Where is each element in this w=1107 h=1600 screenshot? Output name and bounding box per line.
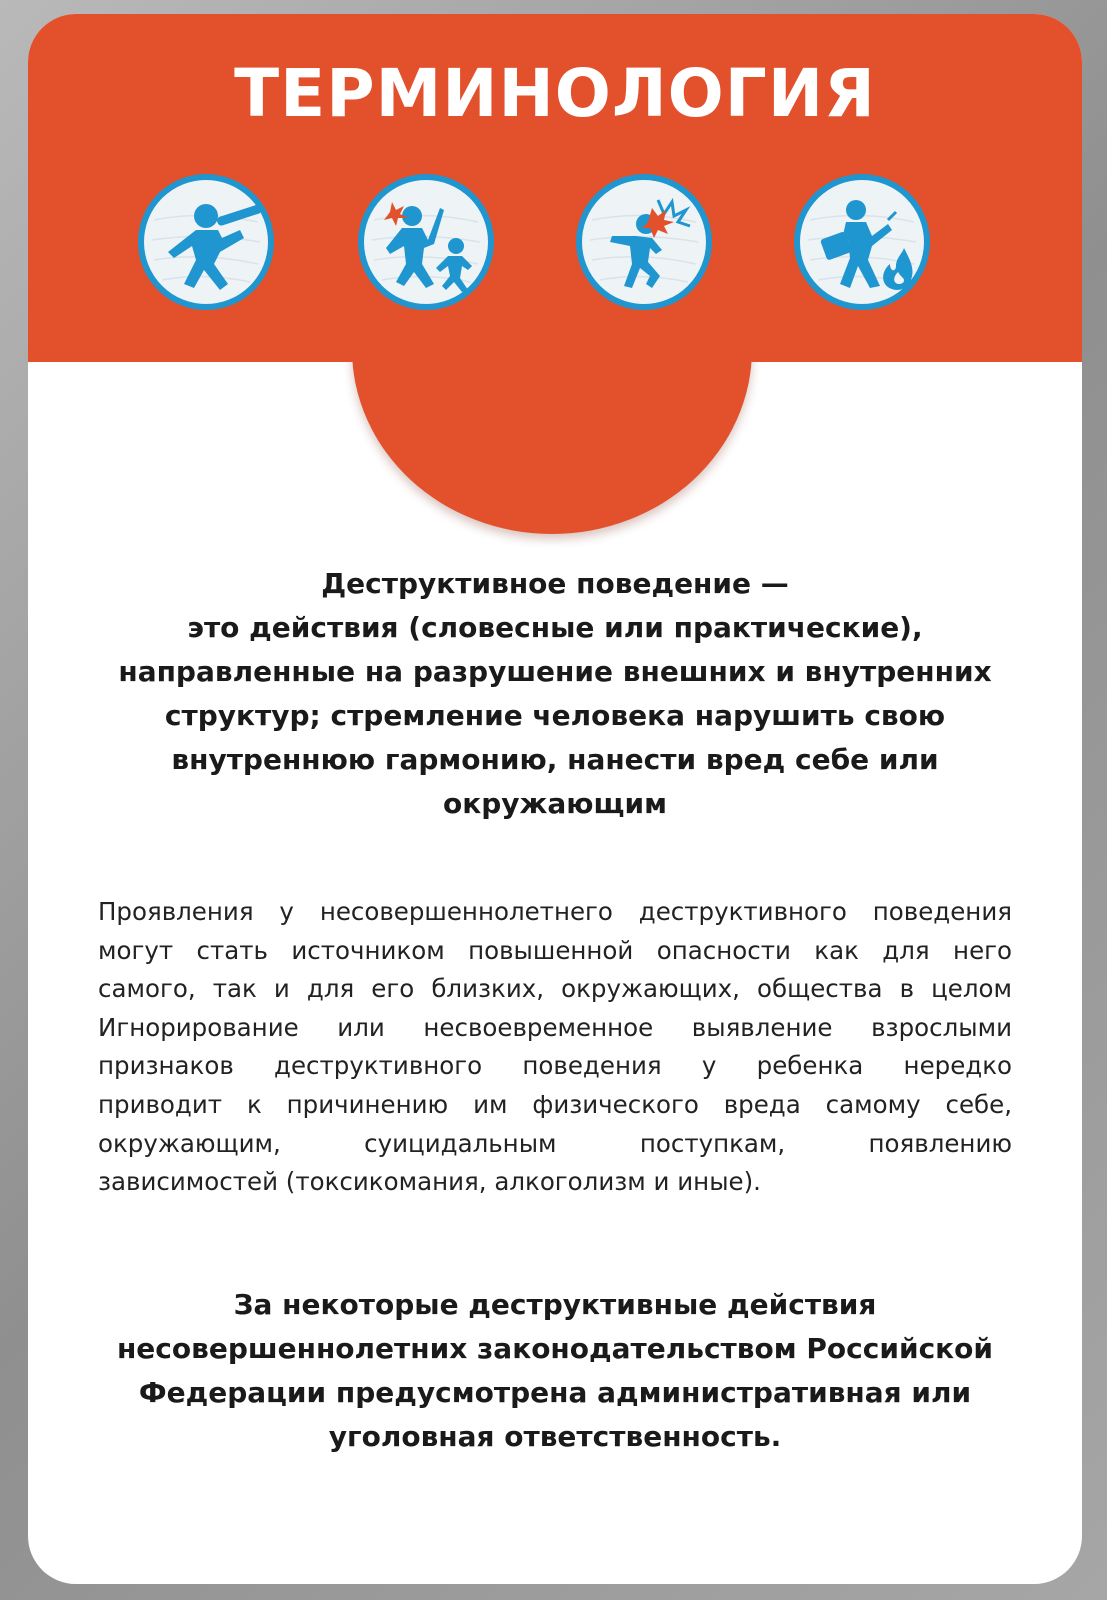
definition-line: структур; стремление человека нарушить свою — [164, 699, 946, 732]
info-card — [28, 14, 1082, 1584]
body-line: приводит к причинению им физического вреда самому себе, — [98, 1089, 1012, 1119]
liability-line: За некоторые деструктивные действия — [233, 1288, 877, 1321]
definition-line: внутреннюю гармонию, нанести вред себе или — [171, 743, 939, 776]
icon-row — [28, 174, 1082, 324]
body-paragraph — [98, 893, 1012, 1202]
liability-line: уголовная ответственность. — [328, 1420, 782, 1453]
definition-block — [88, 562, 1022, 826]
definition-line: Деструктивное поведение — — [321, 567, 789, 600]
liability-note — [88, 1283, 1022, 1459]
body-line: зависимостей (токсикомания, алкоголизм и иные). — [98, 1167, 761, 1197]
body-line: окружающим, суицидальным поступкам, появлению — [98, 1128, 1012, 1158]
definition-line: направленные на разрушение внешних и внутренних — [118, 655, 992, 688]
body-line: могут стать источником повышенной опасности как для него — [98, 935, 1012, 965]
person-falling-icon — [576, 174, 712, 310]
hitting-person-icon — [138, 174, 274, 310]
vandal-with-fire-icon — [794, 174, 930, 310]
page-title: ТЕРМИНОЛОГИЯ — [234, 55, 876, 132]
adult-chasing-child-icon — [358, 174, 494, 310]
body-line: признаков деструктивного поведения у ребенка нередко — [98, 1051, 1012, 1081]
body-line: Проявления у несовершеннолетнего деструктивного поведения — [98, 897, 1012, 926]
body-line: самого, так и для его близких, окружающих, общества в целом — [98, 974, 1012, 1004]
definition-line: окружающим — [443, 787, 667, 820]
liability-line: Федерации предусмотрена административная или — [138, 1376, 972, 1409]
liability-line: несовершеннолетних законодательством Российской — [116, 1332, 994, 1365]
definition-line: это действия (словесные или практические), — [187, 611, 923, 644]
body-line: Игнорирование или несвоевременное выявление взрослыми — [98, 1012, 1012, 1042]
